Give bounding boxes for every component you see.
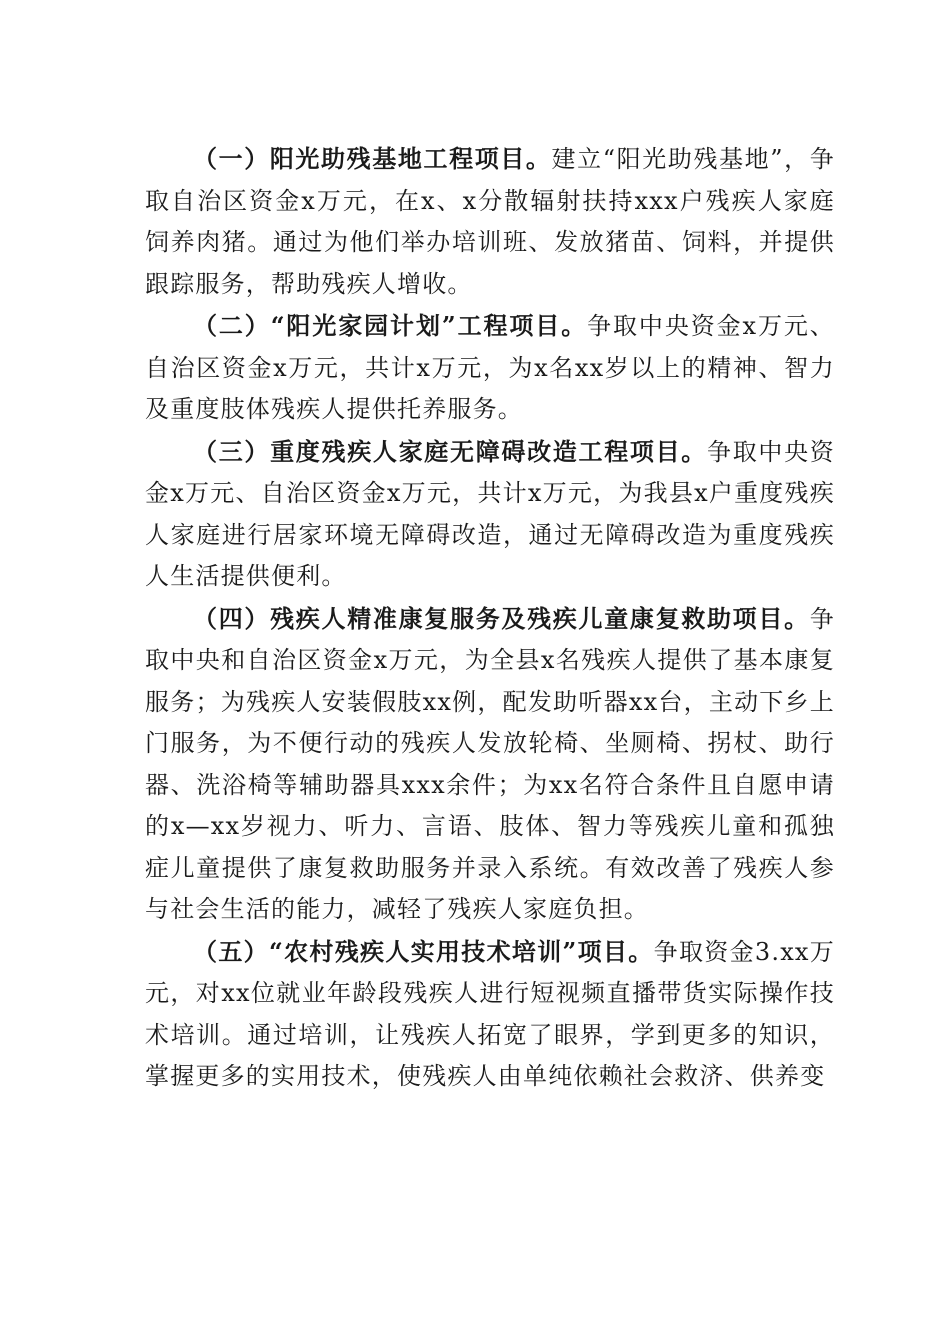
paragraph-4-heading: （四）残疾人精准康复服务及残疾儿童康复救助项目。 bbox=[193, 603, 810, 633]
paragraph-5 bbox=[145, 931, 835, 1098]
paragraph-3-heading: （三）重度残疾人家庭无障碍改造工程项目。 bbox=[193, 436, 707, 466]
paragraph-1-body: 建立“阳光助残基地”，争取自治区资金x万元，在x、x分散辐射扶持xxx户残疾人家庭饲养肉猪。通过为他们举办培训班、发放猪苗、饲料，并提供跟踪服务，帮助残疾人增收。 bbox=[145, 145, 835, 298]
document-body bbox=[145, 138, 835, 1098]
paragraph-2-heading: （二）“阳光家园计划”工程项目。 bbox=[193, 311, 588, 340]
paragraph-4-body: 争取中央和自治区资金x万元，为全县x名残疾人提供了基本康复服务；为残疾人安装假肢xx例，配发助听器xx台，主动下乡上门服务，为不便行动的残疾人发放轮椅、坐厕椅、拐杖、助行器、洗浴椅等辅助器具xxx余件；为xx名符合条件且自愿申请的x—xx岁视力、听力、言语、肢体、智力等残疾儿童和孤独症儿童提供了康复救助服务并录入系统。有效改善了残疾人参与社会生活的能力，减轻了残疾人家庭负担。 bbox=[145, 604, 835, 923]
paragraph-1-heading: （一）阳光助残基地工程项目。 bbox=[193, 144, 552, 173]
paragraph-4 bbox=[145, 598, 835, 931]
paragraph-1 bbox=[145, 138, 835, 305]
paragraph-2 bbox=[145, 305, 835, 431]
paragraph-5-body: 争取资金3.xx万元，对xx位就业年龄段残疾人进行短视频直播带货实际操作技术培训。通过培训，让残疾人拓宽了眼界，学到更多的知识，掌握更多的实用技术，使残疾人由单纯依赖社会救济、供养变 bbox=[145, 937, 835, 1090]
paragraph-2-body: 争取中央资金x万元、自治区资金x万元，共计x万元，为x名xx岁以上的精神、智力及重度肢体残疾人提供托养服务。 bbox=[145, 312, 835, 423]
paragraph-5-heading: （五）“农村残疾人实用技术培训”项目。 bbox=[193, 936, 654, 966]
paragraph-3 bbox=[145, 431, 835, 598]
paragraph-3-body: 争取中央资金x万元、自治区资金x万元，共计x万元，为我县x户重度残疾人家庭进行居家环境无障碍改造，通过无障碍改造为重度残疾人生活提供便利。 bbox=[145, 437, 835, 590]
